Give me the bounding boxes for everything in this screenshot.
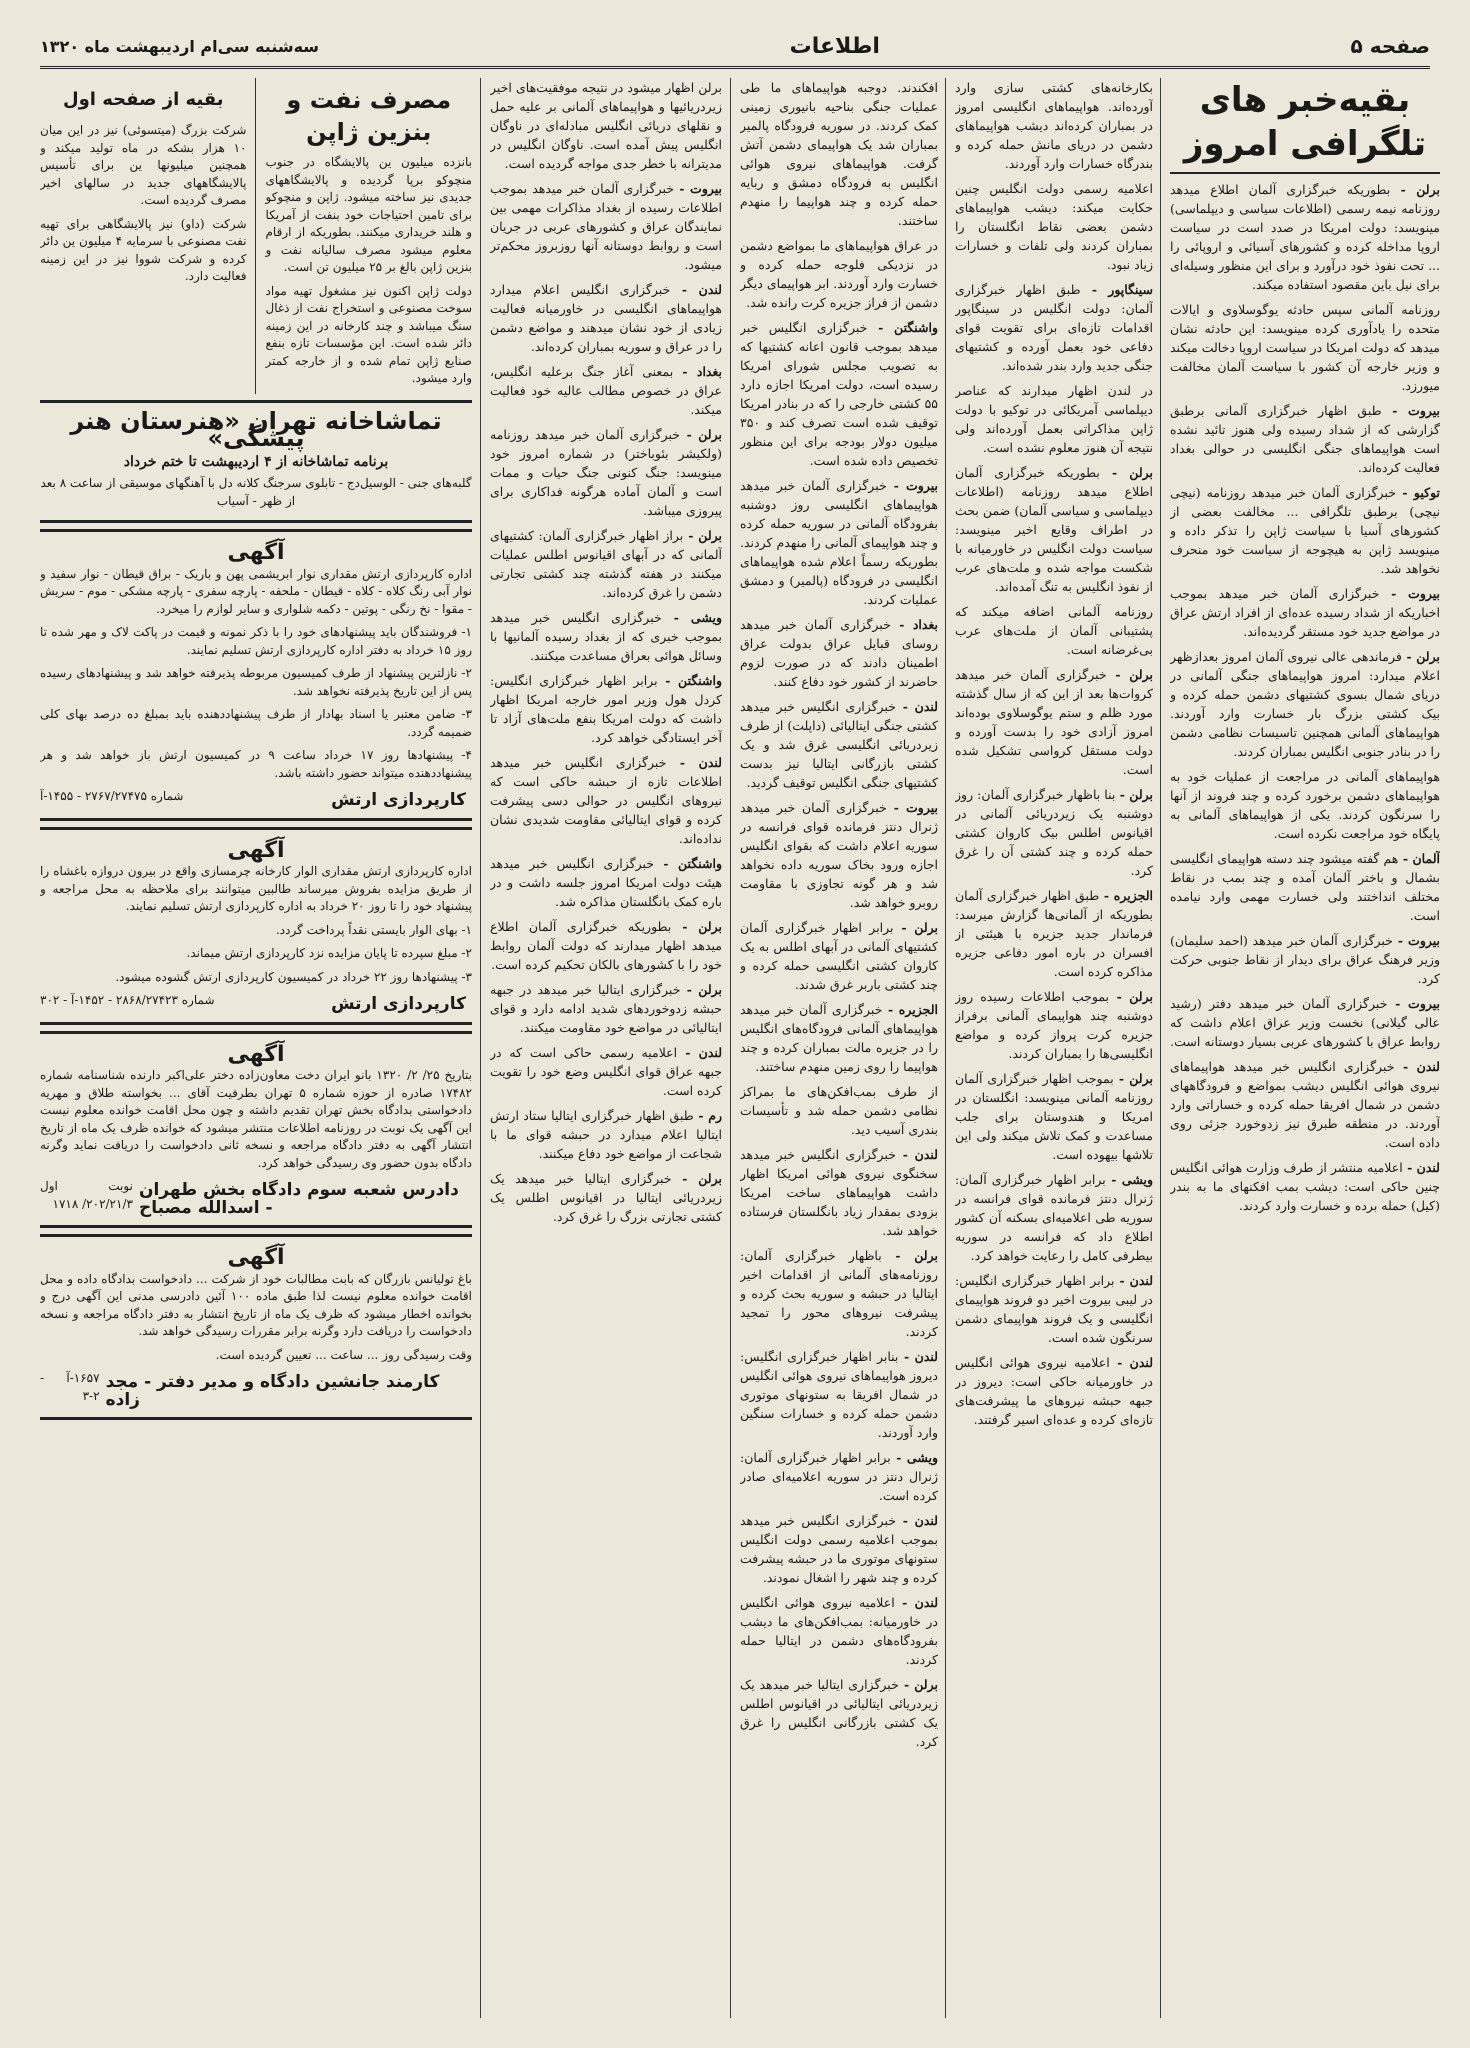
news-text: اعلامیه نیروی هوائی انگلیس در خاورمیانه حاکی است: دیروز در جبهه حبشه نیروهای ما پیشرفت‌های تازه‌ای کرده و عده‌ای اسیر گرفتند. bbox=[955, 1355, 1153, 1427]
news-item bbox=[955, 987, 1153, 1063]
news-text: روزنامه آلمانی اضافه میکند که پشتیبانی آلمان از ملت‌های عرب بی‌غرضانه است. bbox=[955, 604, 1153, 657]
ad-footer bbox=[40, 788, 472, 814]
ad-reference-number: نوبت اول ۲۰۲/۲۱/۳/ ۱۷۱۸ bbox=[40, 1179, 133, 1211]
dateline: بیروت - bbox=[1379, 586, 1440, 601]
news-text: در عراق هواپیماهای ما بمواضع دشمن در نزدیکی فلوجه حمله کرده و خسارت وارد آوردند. ابر هواپیمای دیگر دشمن از فراز جزیره کرت رانده شد. bbox=[740, 238, 938, 310]
news-item bbox=[740, 236, 938, 312]
news-item bbox=[266, 283, 473, 388]
theatre-title: تماشاخانه تهران «هنرستان هنر پیشگی» bbox=[70, 406, 442, 452]
ad-paragraph: ۱- فروشندگان باید پیشنهادهای خود را با ذکر نمونه و قیمت در پاکت لاک و مهر شده تا روز ۱۵ خرداد به دفتر اداره کارپردازی ارتش تسلیم نمایند. bbox=[40, 625, 472, 657]
dateline: آلمان - bbox=[1398, 851, 1440, 866]
issue-date: سه‌شنبه سی‌ام اردیبهشت ماه ۱۳۲۰ bbox=[40, 36, 320, 56]
news-item bbox=[490, 854, 722, 911]
dateline: لندن - bbox=[666, 755, 722, 770]
theatre-announcement bbox=[40, 400, 472, 524]
dateline: بیروت - bbox=[886, 478, 938, 493]
page-header bbox=[40, 26, 1430, 69]
dateline: واشنگتن - bbox=[653, 856, 722, 871]
news-text: برابر اظهار خبرگزاری آلمان کشتیهای آلمانی در آبهای اطلس به یک کاروان کشتی انگلیسی حمله کرده و چند کشتی باربر غرق شدند. bbox=[740, 920, 938, 992]
news-text: فرماندهی عالی نیروی آلمان امروز بعدازظهر اعلام میدارد: امروز هواپیماهای جنگی آلمانی در دریای شمال بسوی کشتیهای دشمن حمله کرده و بیک کشتی بزرگ بار خسارت وارد آوردند. هواپیماهای آلمانی همچنین تاسیسات نظامی دشمن را در بنادر جنوبی انگلیس بمباران کردند. bbox=[1170, 649, 1440, 759]
dateline: توکیو - bbox=[1395, 485, 1440, 500]
dateline: لندن - bbox=[895, 1147, 938, 1162]
news-text: بنا باظهار خبرگزاری آلمان: روز دوشنبه یک زیردریائی آلمانی در اقیانوس اطلس بیک کاروان کشتی حمله کرده و چند کشتی آن را غرق کرد. bbox=[955, 787, 1153, 878]
news-item bbox=[1170, 584, 1440, 641]
ad-reference-number: ۱۶۵۷-آ - ۲-۳ bbox=[40, 1371, 100, 1403]
news-column-middle-left bbox=[740, 78, 938, 2018]
news-item bbox=[955, 665, 1153, 779]
column-rule bbox=[1160, 78, 1161, 2018]
news-text: هواپیماهای آلمانی در مراجعت از عملیات خود به هواپیماهای دشمن برخورد کرده و چند فروند از آنها را سرنگون کردند. یکی از هواپیماهای آلمانی به پایگاه خود مراجعت نکرده است. bbox=[1170, 769, 1440, 841]
dateline: برلن - bbox=[683, 528, 722, 543]
dateline: بیروت - bbox=[1381, 403, 1440, 418]
column-rule bbox=[730, 78, 731, 2018]
news-text: شرکت بزرگ (میتسوئی) نیز در این میان ۱۰ هزار بشکه در ماه تولید میکند و همچنین میلیونها ین برای تأسیس پالایشگاههای جدید در سالهای اخیر مصرف گردیده است. bbox=[40, 123, 247, 207]
news-text: خبرگزاری انگلیس خبر میدهد سخنگوی نیروی هوائی امریکا اظهار داشت هواپیماهای ساخت امریکا بزودی بمقدار زیاد بانگلستان فرستاده خواهد شد. bbox=[740, 1147, 938, 1238]
news-text: براز اظهار خبرگزاری آلمان: کشتیهای آلمانی که در آبهای اقیانوس اطلس عملیات میکنند در هفته گذشته چند کشتی تجارتی دشمن را غرق کرده‌اند. bbox=[490, 528, 722, 600]
news-item bbox=[955, 1353, 1153, 1429]
news-text: خبرگزاری انگلیس خبر میدهد بموجب خبری که از بغداد رسیده آلمانیها با وسائل هوائی بعراق مساعدت میکنند. bbox=[490, 610, 722, 663]
ad-signature: کارپردازی ارتش bbox=[331, 790, 466, 810]
ad-paragraph: اداره کارپردازی ارتش مقداری نوار ابریشمی پهن و باریک - براق قیطان - نوار سفید و نوار آبی رنگ کلاه - کلاه - قیطان - ملحفه - پارچه سفری - پارچه مشکی - موم - سریش - مقوا - نخ رنگی - پوتین - دکمه شلواری و سایر لوازم را میخرد. bbox=[40, 566, 472, 616]
dateline: لندن - bbox=[898, 1349, 938, 1364]
dateline: برلن - bbox=[680, 982, 722, 997]
news-text: اعلامیه رسمی حاکی است که در جبهه عراق قوای انگلیس وضع خود را تقویت کرده است. bbox=[490, 1045, 722, 1098]
news-text: خبرگزاری انگلیس خبر میدهد کشتی جنگی ایتالیائی (داپلت) از طرف زیردریائی انگلیسی غرق شد و یک کشتی بازرگانی ایتالیا نیز بدست کشتیهای جنگی انگلیس توقیف گردید. bbox=[740, 699, 938, 790]
news-text: طبق اظهار خبرگزاری ایتالیا ستاد ارتش ایتالیا اعلام میدارد در حبشه قوای ما با شجاعت از مواضع خود دفاع میکنند. bbox=[490, 1108, 722, 1161]
news-item bbox=[1170, 300, 1440, 395]
news-item bbox=[740, 1246, 938, 1341]
dateline: ویشی - bbox=[890, 1450, 938, 1465]
news-item bbox=[490, 1106, 722, 1163]
dateline: لندن - bbox=[1402, 1160, 1440, 1175]
news-item bbox=[740, 78, 938, 230]
news-text: خبرگزاری ایتالیا خبر میدهد یک زیردریائی ایتالیائی در اقیانوس اطلس یک کشتی بازرگانی انگلیس را غرق کرد. bbox=[740, 1677, 938, 1749]
news-item bbox=[955, 78, 1153, 173]
news-item bbox=[955, 1170, 1153, 1265]
news-text: برابر اظهار خبرگزاری آلمان: ژنرال دنتز در سوریه اعلامیه‌ای صادر کرده است. bbox=[740, 1450, 938, 1503]
dateline: ویشی - bbox=[661, 610, 722, 625]
news-text: شرکت (داو) نیز پالایشگاهی برای تهیه نفت مصنوعی با سرمایه ۴ میلیون ین دائر کرده و شرکت شووا نیز در این زمینه فعالیت دارد. bbox=[40, 216, 247, 283]
news-item bbox=[740, 1000, 938, 1076]
news-text: اعلامیه نیروی هوائی انگلیس در خاورمیانه: بمب‌افکن‌های ما دیشب بفرودگاه‌های دشمن در ایتالیا حمله کردند. bbox=[740, 1595, 938, 1667]
oil-article bbox=[266, 78, 473, 394]
news-item bbox=[955, 179, 1153, 274]
news-item bbox=[955, 280, 1153, 375]
dateline: برلن - bbox=[1115, 787, 1153, 802]
dateline: الجزیره - bbox=[1099, 888, 1153, 903]
news-column-right bbox=[1170, 78, 1440, 2018]
dateline: الجزیره - bbox=[882, 1002, 938, 1017]
news-text: بطوریکه خبرگزاری آلمان اطلاع میدهد روزنامه نیمه رسمی (اطلاعات سیاسی و دیپلماسی) مینویسد: دولت امریکا در صدد است در سیاست اروپا مداخله کرده و کشورهای آسیائی و اروپائی را ... تحت نفوذ خود درآورد و برای این منظور وسیله‌ای برای نیل باین مقصود استفاده میکند. bbox=[1170, 182, 1440, 292]
news-item bbox=[490, 280, 722, 356]
news-text: خبرگزاری انگلیس خبر میدهد هیئت دولت امریکا امروز جلسه داشت و در باره کمک بانگلستان مذاکره شد. bbox=[490, 856, 722, 909]
news-item bbox=[740, 1145, 938, 1240]
news-text: از طرف بمب‌افکن‌های ما بمراکز نظامی دشمن حمله شد و تأسیسات بندری آسیب دید. bbox=[740, 1084, 938, 1137]
dateline: سینگاپور - bbox=[1080, 282, 1153, 297]
news-item bbox=[40, 122, 247, 210]
news-text: خبرگزاری آلمان خبر میدهد هواپیماهای انگلیسی روز دوشنبه بفرودگاه آلمانی در سوریه حمله کرده و چند هواپیمای آلمانی را منهدم کردند. بطوریکه رسماً اعلام شده هواپیماهای انگلیسی در فرودگاه (پالمیر) و دمشق عملیات کردند. bbox=[740, 478, 938, 607]
news-text: خبرگزاری انگلیس خبر میدهد بموجب اعلامیه رسمی دولت انگلیس ستونهای موتوری ما در حبشه پیشرفت کرده و چند شهر را اشغال نمودند. bbox=[740, 1513, 938, 1585]
column-body bbox=[740, 78, 938, 1751]
dateline: برلن - bbox=[680, 427, 722, 442]
news-item bbox=[740, 1347, 938, 1442]
news-text: هم گفته میشود چند دسته هواپیمای انگلیسی بشمال و باختر آلمان آمده و چند بمب در نقاط مختلف انداختند ولی خسارت مهمی وارد نیامده است. bbox=[1170, 851, 1440, 923]
news-item bbox=[740, 798, 938, 912]
news-item bbox=[1170, 994, 1440, 1051]
news-item bbox=[266, 154, 473, 277]
dateline: ویشی - bbox=[1105, 1172, 1153, 1187]
ad-paragraph: بتاریخ ۲۵/ ۲/ ۱۳۲۰ بانو ایران دخت معاون‌زاده دختر علی‌اکبر دارنده شناسنامه شماره ۱۷۴۸۲ صادره از حوزه شماره ۵ تهران بطرفیت آقای ... بخواسته طلاق و مهریه دادخواستی بدادگاه بخش تهران تقدیم داشته و چون محل اقامت خوانده معلوم نیست این آگهی یک نوبت در روزنامه اطلاعات منتشر میشود که خوانده ظرف یک ماه از تاریخ انتشار آگهی به دفتر دادگاه مراجعه و نسخه ثانی دادخواست را دریافت نماید وگرنه دادگاه بدون حضور وی رسیدگی خواهد کرد. bbox=[40, 1068, 472, 1170]
ad-title: آگهی bbox=[227, 1245, 285, 1270]
news-text: بطوریکه خبرگزاری آلمان اطلاع میدهد روزنامه (اطلاعات دیپلماسی و سیاسی آلمان) ضمن بحث در اطراف وقایع اخیر مینویسد: سیاست دولت انگلیس در خاورمیانه با شکست مواجه شده و ملت‌های عرب از نفوذ انگلیس به تنگ آمده‌اند. bbox=[955, 465, 1153, 594]
news-text: خبرگزاری انگلیس خبر میدهد اطلاعات تازه از حبشه حاکی است که نیروهای انگلیس در حوالی دسی پیشرفت کرده و قوای ایتالیائی مقاومت شدیدی نشان نداده‌اند. bbox=[490, 755, 722, 846]
news-text: خبرگزاری آلمان خبر میدهد ژنرال دنتز فرمانده قوای فرانسه در سوریه اعلام داشت که بقوای انگلیس اجازه ورود بخاک سوریه داده نخواهد شد و هر گونه تجاوزی با مقاومت روبرو خواهد شد. bbox=[740, 800, 938, 910]
news-column-middle-right bbox=[955, 78, 1153, 2018]
news-text: بانزده میلیون ین پالایشگاه در جنوب منچوکو برپا گردیده و پالایشگاههای جدیدی نیز ساخته میشود. ژاپن و منچوکو برای تامین احتیاجات خود بنفت از آمریکا و هلند خریداری میکنند. بطوریکه از ارقام معلوم میشود مصرف سالیانه نفت و بنزین ژاپن بالغ بر ۲۵ میلیون تن است. bbox=[265, 155, 472, 274]
news-item bbox=[490, 1043, 722, 1100]
news-item bbox=[1170, 1158, 1440, 1215]
news-item bbox=[490, 980, 722, 1037]
news-item bbox=[740, 1511, 938, 1587]
news-item bbox=[490, 1169, 722, 1226]
dateline: لندن - bbox=[1109, 1355, 1153, 1370]
dateline: برلن - bbox=[898, 1677, 938, 1692]
dateline: بیروت - bbox=[1392, 933, 1440, 948]
newspaper-name: اطلاعات bbox=[789, 33, 880, 59]
ad-paragraph: ۲- نازلترین پیشنهاد از طرف کمیسیون مربوطه پذیرفته خواهد شد و پیشنهادهای رسیده پس از این تاریخ پذیرفته نخواهد شد. bbox=[40, 666, 472, 698]
news-text: بطوریکه خبرگزاری آلمان اطلاع میدهد اظهار میدارند که دولت آلمان روابط خود را با کشورهای بالکان تحکیم کرده است. bbox=[490, 919, 722, 972]
news-item bbox=[955, 785, 1153, 880]
news-text: بموجب اطلاعات رسیده روز دوشنبه چند هواپیمای آلمانی برفراز جزیره کرت پرواز کرده و مواضع انگلیسی‌ها را بمباران کردند. bbox=[955, 989, 1153, 1061]
news-item bbox=[740, 476, 938, 609]
news-item bbox=[955, 1271, 1153, 1347]
news-item bbox=[490, 362, 722, 419]
news-text: خبرگزاری آلمان خبر میدهد بموجب اطلاعات رسیده از بغداد مذاکرات مهمی بین نمایندگان عراق و کشورهای عربی در جریان است و روابط دوستانه آنها روزبروز محکم‌تر میشود. bbox=[490, 181, 722, 272]
ad-paragraph: ۳- ضامن معتبر یا اسناد بهادار از طرف پیشنهاددهنده باید بمبلغ ده درصد بهای کلی ضمیمه گردد. bbox=[40, 707, 472, 739]
dateline: بغداد - bbox=[890, 617, 938, 632]
news-text: بکارخانه‌های کشتی سازی وارد آورده‌اند. هواپیماهای انگلیسی امروز در بمباران کرده‌اند دیشب هواپیماهای دشمن در دریای مانش حمله کرده و بندرگاه خسارات وارد آوردند. bbox=[955, 80, 1153, 171]
news-text: خبرگزاری آلمان خبر میدهد روسای قبایل عراق بدولت عراق اطمینان دادند که در صورت لزوم حاضرند از کشور خود دفاع کنند. bbox=[740, 617, 938, 689]
ad-paragraph: ۴- پیشنهادها روز ۱۷ خرداد ساعت ۹ در کمیسیون ارتش باز خواهد شد و هر پیشنهاددهنده میتواند حضور داشته باشد. bbox=[40, 748, 472, 780]
continued-article bbox=[40, 78, 256, 394]
ad-paragraph: اداره کارپردازی ارتش مقداری الوار کارخانه چرمسازی واقع در بیرون دروازه باغشاه را از طریق مزایده بفروش میرساند طالبین میتوانند برای ملاحظه به محل مراجعه و پیشنهاد خود را تا روز ۲۰ خرداد به اداره کارپردازی ارتش تسلیم نمایند. bbox=[40, 864, 472, 913]
dateline: رم - bbox=[693, 1108, 722, 1123]
column-rule bbox=[945, 78, 946, 2018]
news-item bbox=[490, 753, 722, 848]
ad-reference-number: شماره ۲۷۶۷/۲۷۴۷۵ - ۱۴۵۵-آ bbox=[40, 789, 184, 803]
news-item bbox=[490, 917, 722, 974]
news-text: روزنامه آلمانی سپس حادثه یوگوسلاوی و ایالات متحده را یادآوری کرده مینویسد: این حادثه نشان میدهد که دولت امریکا در سیاست اروپا دخالت میکند و وزیر خارجه آن کشور با سیاست آلمان مخالفت میورزد. bbox=[1170, 302, 1440, 393]
theatre-program: گلبه‌های جنی - الوسیل‌دج - تابلوی سرجنگ کلانه دل با آهنگهای موسیقی از ساعت ۸ بعد از ظهر - آسیاب bbox=[40, 476, 472, 508]
ad-paragraph: ۳- پیشنهادها روز ۲۲ خرداد در کمیسیون کارپردازی ارتش گشوده میشود. bbox=[115, 969, 472, 984]
dateline: برلن - bbox=[1390, 182, 1440, 197]
news-text: افکندند. دوجبه هواپیماهای ما طی عملیات جنگی بناحیه بانیوری زمینی کمک کردند. در سوریه فرودگاه پالمیر بمباران شد یک هواپیمای دشمن آتش گرفت. هواپیماهای نیروی هوائی انگلیس به فرودگاه دمشق و ربایه حمله کرده و چند هواپیما را منهدم ساختند. bbox=[740, 80, 938, 228]
news-item bbox=[740, 1448, 938, 1505]
ad-footer bbox=[40, 1370, 472, 1413]
ad-signature: کارپردازی ارتش bbox=[331, 994, 466, 1014]
news-text: طبق اظهار خبرگزاری آلمانی برطبق گزارشی که از شداد رسیده ولی هنوز تائید نشده است هواپیماهای جنگی انگلیسی در حوالی بغداد فعالیت کرده‌اند. bbox=[1170, 403, 1440, 475]
news-item bbox=[40, 216, 247, 286]
ad-title: آگهی bbox=[227, 837, 285, 863]
news-text: برابر اظهار خبرگزاری انگلیس: کردل هول وزیر امور خارجه امریکا اظهار داشت که دولت امریکا بنفع ملت‌های آزاد تا آخر ایستادگی خواهد کرد. bbox=[490, 673, 722, 745]
news-item bbox=[955, 1069, 1153, 1164]
dateline: واشنگتن - bbox=[867, 320, 938, 335]
news-text: اعلامیه رسمی دولت انگلیس چنین حکایت میکند: دیشب هواپیماهای دشمن بعضی نقاط انگلستان را بمباران کردند ولی تلفات و خسارات زیاد نبود. bbox=[955, 181, 1153, 272]
news-text: برابر اظهار خبرگزاری انگلیس: در لیبی بیروت اخیر دو فروند هواپیمای انگلیسی و یک فروند هواپیمای دشمن سرنگون شده است. bbox=[955, 1273, 1153, 1345]
dateline: لندن - bbox=[1114, 1273, 1153, 1288]
dateline: لندن - bbox=[677, 1045, 722, 1060]
theatre-subtitle: برنامه تماشاخانه از ۴ اردیبهشت تا ختم خرداد bbox=[123, 453, 389, 470]
news-item bbox=[1170, 767, 1440, 843]
news-text: دولت ژاپن اکنون نیز مشغول تهیه مواد سوخت مصنوعی و استخراج نفت از ذغال سنگ میباشد و چند کارخانه در این زمینه دائر شده است. این مؤسسات تازه بنفع صنایع ژاپن تمام شده و از خارجه کمتر وارد میشود. bbox=[265, 283, 472, 385]
column-body bbox=[490, 78, 722, 1226]
news-text: بنابر اظهار خبرگزاری انگلیس: دیروز هواپیماهای نیروی هوائی انگلیس در شمال افریقا به ستونهای موتوری دشمن حمله کرده و خسارات سنگین وارد آوردند. bbox=[740, 1349, 938, 1440]
oil-article-title: مصرف نفت و بنزین ژاپن bbox=[286, 86, 452, 146]
dateline: برلن - bbox=[1099, 465, 1153, 480]
news-text: خبرگزاری آلمان خبر میدهد هواپیماهای آلمانی فرودگاه‌های انگلیس را در جزیره مالت بمباران کرده و چند هواپیما را روی زمین منهدم ساختند. bbox=[740, 1002, 938, 1074]
news-item bbox=[490, 179, 722, 274]
dateline: برلن - bbox=[1106, 667, 1153, 682]
news-item bbox=[490, 671, 722, 747]
ad-title: آگهی bbox=[227, 540, 285, 565]
news-text: برابر اظهار خبرگزاری آلمان: ژنرال دنتز فرمانده قوای فرانسه در سوریه طی اعلامیه‌ای بسکنه آن کشور اطلاع داد که فرانسه در سوریه بیطرفی کامل را رعایت خواهد کرد. bbox=[955, 1172, 1153, 1263]
news-text: خبرگزاری ایتالیا خبر میدهد یک زیردریائی ایتالیا در اقیانوس اطلس یک کشتی تجارتی بزرگ را غرق کرد. bbox=[490, 1171, 722, 1224]
dateline: برلن - bbox=[671, 919, 722, 934]
dateline: واشنگتن - bbox=[657, 673, 722, 688]
news-text: خبرگزاری انگلیس خبر میدهد بموجب قانون اعانه کشتیها که به تصویب مجلس شورای امریکا رسیده است، دولت امریکا اجازه دارد ۵۵ کشتی خارجی را که در بنادر امریکا توقیف شده است تصرف کند و ۳۵۰ میلیون دولار بودجه برای این منظور تخصیص داده شده است. bbox=[740, 320, 938, 468]
news-text: خبرگزاری آلمان خبر میدهد دفتر (رشید عالی گیلانی) نخست وزیر عراق اعلام داشت که روابط عراق با کشورهای عربی بسیار دوستانه است. bbox=[1170, 996, 1440, 1049]
column-body bbox=[955, 78, 1153, 1429]
dateline: بغداد - bbox=[673, 364, 722, 379]
column-body bbox=[1170, 180, 1440, 1215]
column-rule bbox=[480, 78, 481, 2018]
dateline: لندن - bbox=[895, 1513, 938, 1528]
news-item bbox=[740, 1675, 938, 1751]
ads-section bbox=[40, 529, 472, 1420]
news-item bbox=[955, 602, 1153, 659]
news-item bbox=[740, 918, 938, 994]
news-text: بمعنی آغاز جنگ برعلیه انگلیس، عراق در خصوص مطالب عالیه خود فعالیت میکند. bbox=[490, 364, 722, 417]
top-articles bbox=[40, 78, 472, 394]
page-number: صفحه ۵ bbox=[1350, 34, 1430, 58]
news-text: طبق اظهار خبرگزاری آلمان بطوریکه از آلمانی‌ها گزارش میرسد: فرماندار جدید جزیره با هیئتی از افسران در باره امور دفاعی جزیره مذاکره کرده است. bbox=[955, 888, 1153, 979]
news-item bbox=[1170, 401, 1440, 477]
dateline: بیروت - bbox=[674, 181, 722, 196]
news-text: خبرگزاری آلمان خبر میدهد (احمد سلیمان) وزیر فرهنگ عراق برای دیدار از نقاط جنوبی حرکت کرد. bbox=[1170, 933, 1440, 986]
news-text: خبرگزاری ایتالیا خبر میدهد در جبهه حبشه زدوخوردهای شدید ادامه دارد و قوای ایتالیائی در مواضع خود مقاومت میکنند. bbox=[490, 982, 722, 1035]
dateline: بیروت - bbox=[886, 800, 938, 815]
news-text: طبق اظهار خبرگزاری آلمان: دولت انگلیس در سینگاپور اقدامات تازه‌ای برای تقویت قوای دفاعی خود بعمل آورده و کشتیهای جنگی جدید وارد بندر شده‌اند. bbox=[955, 282, 1153, 373]
news-item bbox=[1170, 1057, 1440, 1152]
news-item bbox=[740, 697, 938, 792]
news-item bbox=[1170, 483, 1440, 578]
ad-footer bbox=[40, 1178, 472, 1221]
ad-paragraph: باغ تولیانس بازرگان که بابت مطالبات خود از شرکت ... دادخواست بدادگاه داده و محل اقامت خوانده معلوم نیست لذا طبق ماده ۱۰۰ آئین دادرسی مدنی این آگهی درج و بخوانده اخطار میشود که ظرف یک ماه از تاریخ انتشار به دفتر دادگاه مراجعه و نسخه دادخواست را دریافت دارد وگرنه برابر مقررات رسیدگی خواهد شد. bbox=[40, 1271, 472, 1338]
continued-article-body bbox=[40, 122, 247, 286]
continued-article-title: بقیه از صفحه اول bbox=[62, 89, 224, 110]
news-text: خبرگزاری آلمان خبر میدهد روزنامه (نیچی نیچی) برطبق تلگرافی ... مخالفت بعضی از کشورهای آسیا با سیاست ژاپن را تذکر داده و مینویسد ژاپن به هیچوجه از سیاست خود منحرف نخواهد شد. bbox=[1170, 485, 1440, 576]
news-item bbox=[1170, 180, 1440, 294]
news-column-left bbox=[40, 78, 472, 2018]
news-text: خبرگزاری آلمان خبر میدهد بموجب اخباریکه از شداد رسیده عده‌ای از افراد ارتش عراق در مواضع جدید خود مستقر گردیده‌اند. bbox=[1170, 586, 1440, 639]
news-item bbox=[740, 1082, 938, 1139]
dateline: لندن - bbox=[894, 1595, 938, 1610]
dateline: برلن - bbox=[1401, 649, 1440, 664]
news-text: باظهار خبرگزاری آلمان: روزنامه‌های آلمانی از اقدامات اخیر ایتالیا در حبشه و سوریه بحث کرده و پیشرفت نیروهای محور را تمجید کردند. bbox=[740, 1248, 938, 1339]
ad-footer bbox=[40, 992, 472, 1018]
news-item bbox=[740, 1593, 938, 1669]
ad-reference-number: شماره ۲۸۶۸/۲۷۴۲۳ - ۱۴۵۲-آ - ۳۰۲ bbox=[40, 993, 215, 1007]
news-text: خبرگزاری انگلیس خبر میدهد هواپیماهای نیروی هوائی انگلیس دیشب بمواضع و فرودگاههای دشمن در شمال افریقا حمله کرده و خساراتی وارد آوردند. در منطقه طبرق نیز زدوخورد جزئی روی داده است. bbox=[1170, 1059, 1440, 1150]
news-item bbox=[1170, 647, 1440, 761]
news-item bbox=[490, 425, 722, 520]
dateline: برلن - bbox=[893, 920, 938, 935]
ad-signature: دادرس شعبه سوم دادگاه بخش طهران - اسدالله مصباح bbox=[138, 1180, 459, 1218]
dateline: بیروت - bbox=[1387, 996, 1440, 1011]
ad-notice bbox=[40, 529, 472, 821]
news-item bbox=[740, 318, 938, 470]
ad-paragraph: ۱- بهای الوار بایستی نقداً پرداخت گردد. bbox=[275, 922, 472, 937]
oil-article-body bbox=[266, 154, 473, 388]
news-text: خبرگزاری انگلیس اعلام میدارد هواپیماهای انگلیسی در خاورمیانه فعالیت زیادی از خود نشان میدهند و مواضع دشمن را در عراق و سوریه بمباران کرده‌اند. bbox=[490, 282, 722, 354]
ad-notice bbox=[40, 1234, 472, 1420]
news-text: خبرگزاری آلمان خبر میدهد روزنامه (ولکیشر بئوباختر) در شماره امروز خود مینویسد: جنگ کنونی جنگ حیات و ممات است و آلمان آماده هرگونه فداکاری برای پیروزی میباشد. bbox=[490, 427, 722, 518]
dateline: لندن - bbox=[1394, 1059, 1440, 1074]
news-text: خبرگزاری آلمان خبر میدهد کروات‌ها بعد از این که از سال گذشته مورد ظلم و ستم یوگوسلاوی بوده‌اند امروز آزادی خود را بدست آورده و دولت مستقل کرواسی تشکیل شده است. bbox=[955, 667, 1153, 777]
news-item bbox=[955, 463, 1153, 596]
ad-notice bbox=[40, 827, 472, 1025]
news-item bbox=[490, 78, 722, 173]
dateline: برلن - bbox=[671, 1171, 722, 1186]
news-item bbox=[1170, 849, 1440, 925]
news-text: در لندن اظهار میدارند که عناصر دیپلماسی آمریکائی در توکیو با دولت ژاپن مذاکراتی بعمل آورده‌اند ولی نتیجه آن هنوز معلوم نشده است. bbox=[955, 383, 1153, 455]
news-item bbox=[490, 526, 722, 602]
headline-telegraph-news: بقیه‌خبر های تلگرافی امروز bbox=[1170, 78, 1440, 174]
news-item bbox=[740, 615, 938, 691]
dateline: برلن - bbox=[1109, 989, 1153, 1004]
ad-notice bbox=[40, 1031, 472, 1229]
news-column-middle bbox=[490, 78, 722, 2018]
dateline: لندن - bbox=[670, 282, 722, 297]
ad-signature: کارمند جانشین دادگاه و مدیر دفتر - مجد زاده bbox=[105, 1372, 440, 1410]
ad-title: آگهی bbox=[227, 1041, 285, 1067]
news-text: برلن اظهار میشود در نتیجه موفقیت‌های اخیر زیردریائیها و هواپیماهای آلمانی بر علیه حمل و نقلهای دریائی انگلیس مبادله‌ای در ناوگان انگلیس پیش آمده است. ناوگان انگلیس در مدیترانه با خطر جدی مواجه گردیده است. bbox=[490, 80, 722, 171]
news-text: اعلامیه منتشر از طرف وزارت هوائی انگلیس چنین حاکی است: دیشب بمب افکنهای ما به بندر (کیل) حمله برده و خسارت وارد کردند. bbox=[1170, 1160, 1440, 1213]
dateline: برلن - bbox=[881, 1248, 938, 1263]
news-item bbox=[490, 608, 722, 665]
news-item bbox=[1170, 931, 1440, 988]
dateline: برلن - bbox=[1113, 1071, 1153, 1086]
news-item bbox=[955, 886, 1153, 981]
dateline: لندن - bbox=[895, 699, 938, 714]
news-item bbox=[955, 381, 1153, 457]
ad-paragraph: ۲- مبلغ سپرده تا پایان مزایده نزد کارپردازی ارتش میماند. bbox=[186, 946, 472, 960]
news-text: بموجب اظهار خبرگزاری آلمان روزنامه آلمانی مینویسد: انگلستان در امریکا و هندوستان برای جلب مساعدت و کمک تلاش میکند ولی این تلاشها بیهوده است. bbox=[955, 1071, 1153, 1162]
ad-paragraph: وقت رسیدگی روز ... ساعت ... تعیین گردیده است. bbox=[215, 1347, 472, 1362]
